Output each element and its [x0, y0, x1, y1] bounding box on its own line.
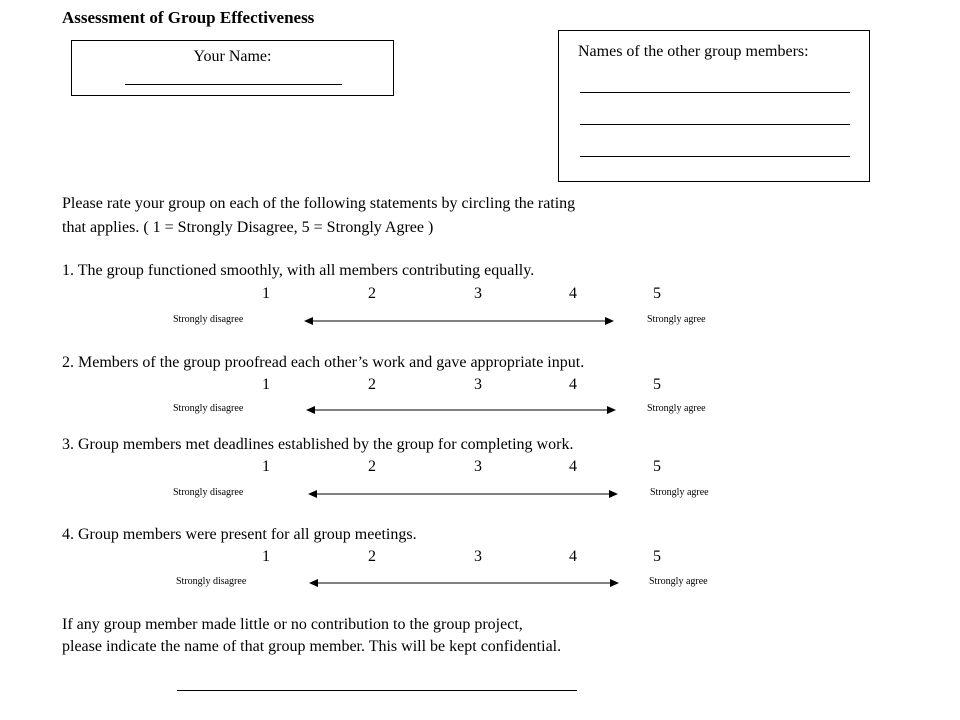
group-members-label: Names of the other group members:	[578, 43, 809, 60]
strongly-disagree-label: Strongly disagree	[173, 314, 244, 325]
strongly-agree-label: Strongly agree	[649, 576, 708, 587]
double-arrow-icon	[306, 404, 616, 416]
your-name-box	[71, 40, 394, 96]
rating-4-option-3[interactable]: 3	[474, 548, 482, 565]
your-name-label: Your Name:	[193, 48, 272, 65]
member-name-field-1[interactable]	[580, 92, 850, 93]
rating-2-option-2[interactable]: 2	[368, 376, 376, 393]
rating-2-option-1[interactable]: 1	[262, 376, 270, 393]
rating-1-option-5[interactable]: 5	[653, 285, 661, 302]
rating-3-option-3[interactable]: 3	[474, 458, 482, 475]
rating-3-option-2[interactable]: 2	[368, 458, 376, 475]
rating-4-option-4[interactable]: 4	[569, 548, 577, 565]
rating-4-option-1[interactable]: 1	[262, 548, 270, 565]
strongly-disagree-label: Strongly disagree	[173, 403, 244, 414]
page-title: Assessment of Group Effectiveness	[62, 8, 315, 27]
question-1: 1. The group functioned smoothly, with all members contributing equally.	[62, 262, 535, 279]
member-name-field-3[interactable]	[580, 156, 850, 157]
your-name-field[interactable]	[125, 84, 342, 85]
strongly-agree-label: Strongly agree	[647, 403, 706, 414]
double-arrow-icon	[304, 315, 614, 327]
instructions-line-1: Please rate your group on each of the following statements by circling the rating	[62, 195, 576, 212]
rating-3-option-5[interactable]: 5	[653, 458, 661, 475]
rating-2-option-5[interactable]: 5	[653, 376, 661, 393]
rating-4-option-2[interactable]: 2	[368, 548, 376, 565]
rating-2-option-3[interactable]: 3	[474, 376, 482, 393]
strongly-agree-label: Strongly agree	[647, 314, 706, 325]
rating-1-option-1[interactable]: 1	[262, 285, 270, 302]
strongly-disagree-label: Strongly disagree	[173, 487, 244, 498]
question-2: 2. Members of the group proofread each other’s work and gave appropriate input.	[62, 354, 585, 371]
double-arrow-icon	[309, 577, 619, 589]
instructions-line-2: that applies. ( 1 = Strongly Disagree, 5 = Strongly Agree )	[62, 219, 434, 236]
rating-1-option-3[interactable]: 3	[474, 285, 482, 302]
strongly-disagree-label: Strongly disagree	[176, 576, 247, 587]
rating-2-option-4[interactable]: 4	[569, 376, 577, 393]
rating-4-option-5[interactable]: 5	[653, 548, 661, 565]
group-members-box	[558, 30, 870, 182]
rating-1-option-2[interactable]: 2	[368, 285, 376, 302]
question-3: 3. Group members met deadlines established by the group for completing work.	[62, 436, 574, 453]
member-name-field-2[interactable]	[580, 124, 850, 125]
closing-line-2: please indicate the name of that group member. This will be kept confidential.	[62, 638, 562, 655]
double-arrow-icon	[308, 488, 618, 500]
question-4: 4. Group members were present for all group meetings.	[62, 526, 417, 543]
rating-3-option-4[interactable]: 4	[569, 458, 577, 475]
non-contributor-name-field[interactable]	[177, 690, 577, 691]
rating-3-option-1[interactable]: 1	[262, 458, 270, 475]
strongly-agree-label: Strongly agree	[650, 487, 709, 498]
closing-line-1: If any group member made little or no contribution to the group project,	[62, 616, 523, 633]
rating-1-option-4[interactable]: 4	[569, 285, 577, 302]
